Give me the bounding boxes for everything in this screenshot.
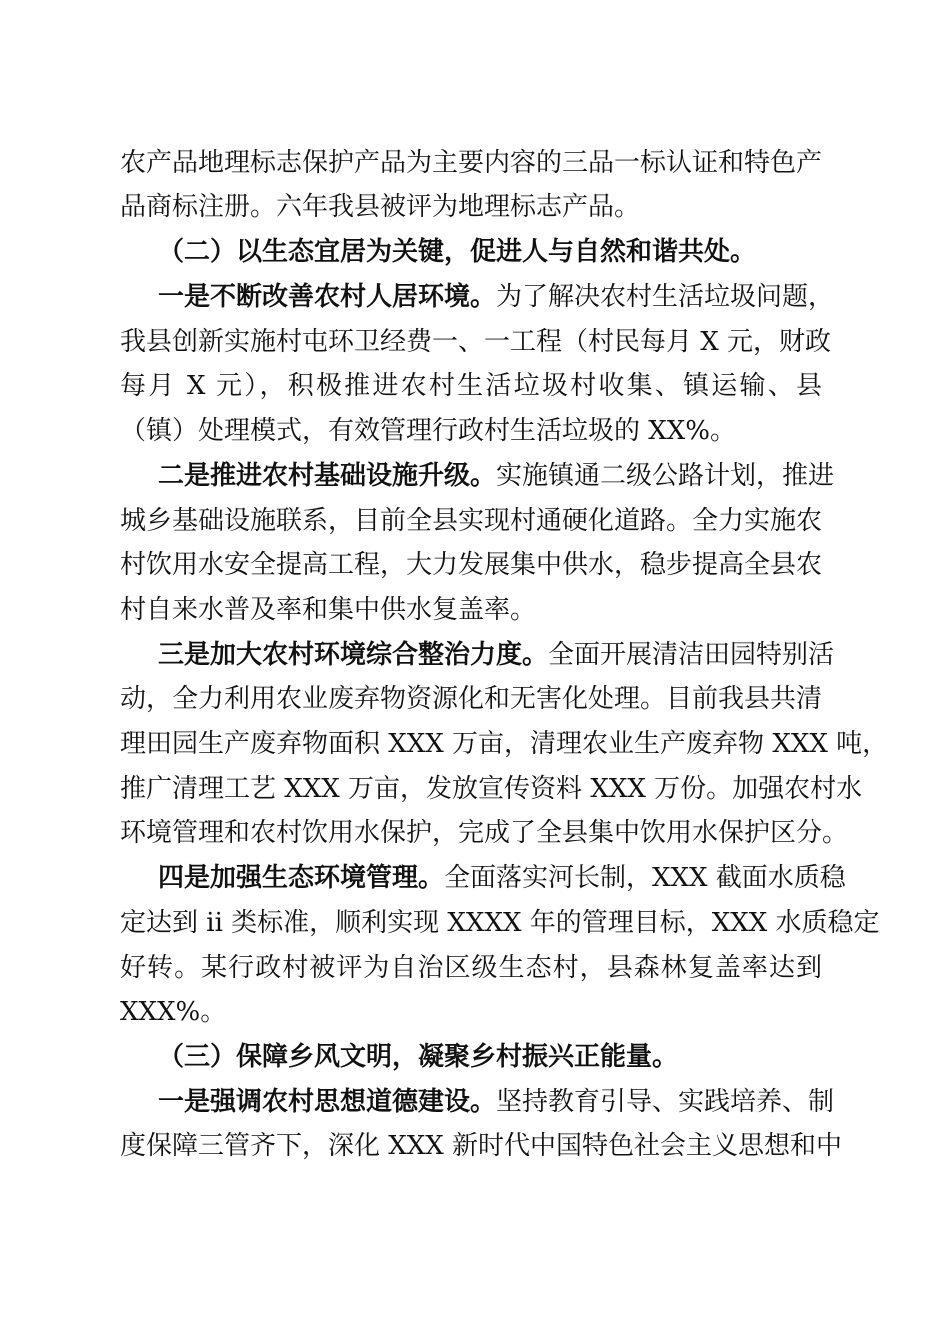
- paragraph-line: 村自来水普及率和集中供水复盖率。: [120, 595, 537, 625]
- paragraph-line: 二是推进农村基础设施升级。实施镇通二级公路计划，推进: [158, 461, 835, 491]
- paragraph-lead: 二是推进农村基础设施升级。: [158, 461, 497, 491]
- paragraph-line: 推广清理工艺 XXX 万亩，发放宣传资料 XXX 万份。加强农村水: [120, 774, 863, 804]
- paragraph-line: 理田园生产废弃物面积 XXX 万亩，清理农业生产废弃物 XXX 吨，: [120, 729, 889, 759]
- paragraph-lead: 三是加大农村环境综合整治力度。: [158, 640, 549, 670]
- section-heading: （二）以生态宜居为关键，促进人与自然和谐共处。: [158, 237, 757, 267]
- paragraph-line: XXX%。: [120, 997, 227, 1027]
- paragraph-line: 四是加强生态环境管理。全面落实河长制，XXX 截面水质稳: [158, 863, 846, 893]
- paragraph-line: 三是加大农村环境综合整治力度。全面开展清洁田园特别活: [158, 640, 835, 670]
- paragraph-line: 品商标注册。六年我县被评为地理标志产品。: [120, 192, 641, 222]
- paragraph-line: 农产品地理标志保护产品为主要内容的三品一标认证和特色产: [120, 148, 823, 178]
- paragraph-lead: 一是强调农村思想道德建设。: [158, 1087, 497, 1117]
- paragraph-line: 城乡基础设施联系，目前全县实现村通硬化道路。全力实施农: [120, 506, 823, 536]
- paragraph-line: 我县创新实施村屯环卫经费一、一工程（村民每月 X 元，财政: [120, 327, 832, 357]
- paragraph-line: 一是强调农村思想道德建设。坚持教育引导、实践培养、制: [158, 1087, 835, 1117]
- paragraph-line: 环境管理和农村饮用水保护，完成了全县集中饮用水保护区分。: [120, 818, 849, 848]
- paragraph-line: 村饮用水安全提高工程，大力发展集中供水，稳步提高全县农: [120, 550, 823, 580]
- paragraph-line: 定达到 ii 类标准，顺利实现 XXXX 年的管理目标，XXX 水质稳定: [120, 908, 880, 938]
- paragraph-line: 好转。某行政村被评为自治区级生态村，县森林复盖率达到: [120, 953, 822, 983]
- paragraph-line: 动，全力利用农业废弃物资源化和无害化处理。目前我县共清: [120, 684, 823, 714]
- paragraph-lead: 四是加强生态环境管理。: [158, 863, 445, 893]
- paragraph-line: 一是不断改善农村人居环境。为了解决农村生活垃圾问题，: [158, 282, 835, 312]
- paragraph-line: 每月 X 元），积极推进农村生活垃圾村收集、镇运输、县: [120, 371, 822, 401]
- section-heading: （三）保障乡风文明，凝聚乡村振兴正能量。: [158, 1042, 679, 1072]
- paragraph-lead: 一是不断改善农村人居环境。: [158, 282, 497, 312]
- paragraph-line: （镇）处理模式，有效管理行政村生活垃圾的 XX%。: [120, 416, 736, 446]
- paragraph-line: 度保障三管齐下，深化 XXX 新时代中国特色社会主义思想和中: [120, 1131, 843, 1161]
